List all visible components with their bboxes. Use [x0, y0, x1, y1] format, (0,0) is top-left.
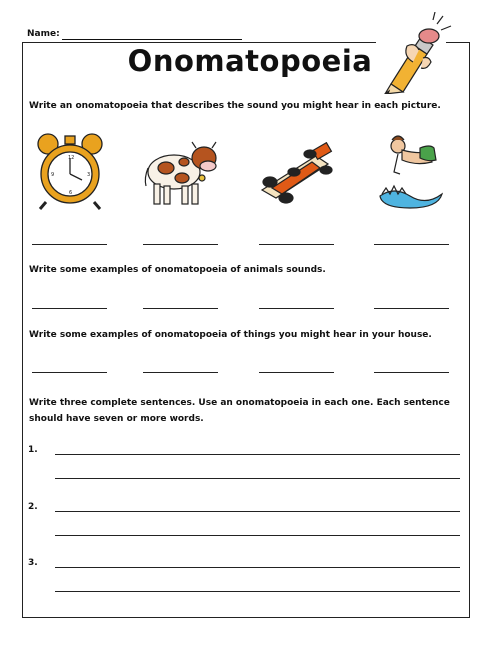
- name-field[interactable]: [62, 39, 242, 40]
- instruction-sentences: Write three complete sentences. Use an onomatopoeia in each one. Each sentence should have seven or more words.: [29, 398, 450, 424]
- answer-line[interactable]: [143, 308, 218, 309]
- name-label: Name:: [27, 29, 60, 39]
- writing-line[interactable]: [55, 511, 460, 512]
- answer-line[interactable]: [374, 308, 449, 309]
- writing-line[interactable]: [55, 567, 460, 568]
- page-title: Onomatopoeia: [127, 44, 373, 78]
- instruction-animals: Write some examples of onomatopoeia of animals sounds.: [29, 265, 326, 275]
- answer-line[interactable]: [143, 372, 218, 373]
- instruction-house: Write some examples of onomatopoeia of things you might hear in your house.: [29, 330, 432, 340]
- sentence-number: 3.: [28, 558, 38, 568]
- diver-icon: [376, 130, 446, 212]
- answer-line[interactable]: [32, 308, 107, 309]
- writing-line[interactable]: [55, 591, 460, 592]
- answer-line[interactable]: [374, 244, 449, 245]
- writing-line[interactable]: [55, 454, 460, 455]
- answer-line[interactable]: [143, 244, 218, 245]
- svg-text:12: 12: [68, 155, 75, 161]
- alarm-clock-icon: [34, 130, 106, 210]
- answer-line[interactable]: [374, 372, 449, 373]
- answer-line[interactable]: [32, 244, 107, 245]
- sentence-number: 1.: [28, 445, 38, 455]
- instruction-pictures: Write an onomatopoeia that describes the sound you might hear in each picture.: [29, 101, 441, 111]
- answer-line[interactable]: [32, 372, 107, 373]
- race-car-icon: [256, 142, 336, 204]
- svg-text:3: 3: [87, 172, 91, 178]
- svg-text:9: 9: [51, 172, 55, 178]
- cow-icon: [142, 138, 222, 208]
- answer-line[interactable]: [259, 308, 334, 309]
- sentence-number: 2.: [28, 502, 38, 512]
- answer-line[interactable]: [259, 244, 334, 245]
- writing-line[interactable]: [55, 478, 460, 479]
- writing-line[interactable]: [55, 535, 460, 536]
- answer-line[interactable]: [259, 372, 334, 373]
- svg-text:6: 6: [69, 190, 73, 196]
